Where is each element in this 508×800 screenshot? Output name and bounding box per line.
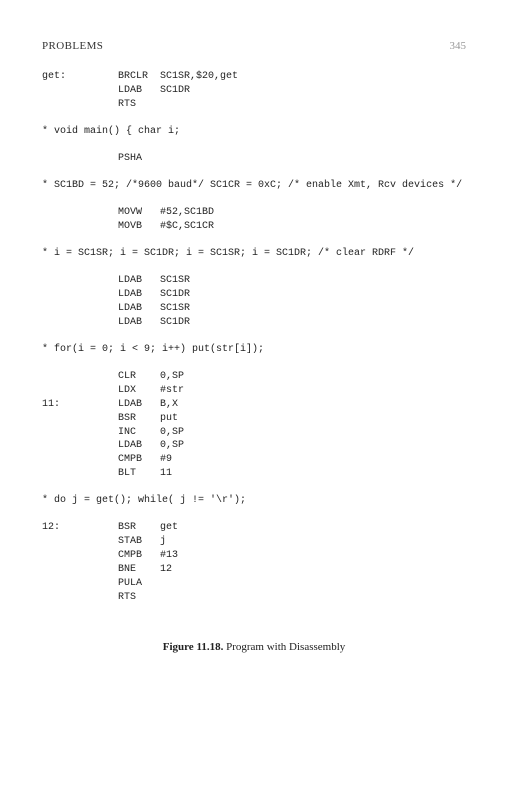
operand: #str [160, 384, 185, 396]
code-instruction-line [42, 439, 478, 453]
code-instruction-line [42, 549, 478, 563]
code-label: get: [42, 71, 67, 82]
comment-text: * for(i = 0; i < 9; i++) put(str[i]); [42, 343, 265, 355]
opcode: BNE [118, 564, 137, 576]
comment-text: * i = SC1SR; i = SC1DR; i = SC1SR; i = SC1DR; /* clear RDRF */ [42, 248, 415, 260]
code-instruction-line [42, 70, 478, 84]
code-instruction-line [42, 577, 478, 591]
comment-text: * void main() { char i; [42, 125, 181, 137]
operand: get [160, 522, 179, 534]
opcode: CMPB [118, 550, 143, 562]
opcode: LDAB [118, 275, 143, 287]
opcode: LDAB [118, 302, 143, 314]
code-instruction-line [42, 535, 478, 549]
blank-line [42, 357, 478, 370]
code-comment-line [42, 125, 478, 139]
page-header [42, 40, 466, 56]
code-instruction-line [42, 152, 478, 166]
code-instruction-line [42, 98, 478, 112]
operand: 11 [160, 468, 173, 480]
blank-line [42, 261, 478, 274]
code-instruction-line [42, 521, 478, 535]
code-instruction-line [42, 384, 478, 398]
operand: #9 [160, 454, 173, 466]
opcode: BRCLR [118, 71, 149, 82]
blank-line [42, 193, 478, 206]
opcode: RTS [118, 98, 137, 110]
code-instruction-line [42, 302, 478, 316]
operand: #13 [160, 550, 179, 562]
code-instruction-line [42, 84, 478, 98]
code-label: 12: [42, 522, 61, 534]
operand: 0,SP [160, 440, 185, 452]
comment-text: * SC1BD = 52; /*9600 baud*/ SC1CR = 0xC; /* enable Xmt, Rcv devices */ [42, 180, 463, 192]
opcode: BLT [118, 468, 137, 480]
blank-line [42, 481, 478, 494]
code-instruction-line [42, 206, 478, 220]
operand: 0,SP [160, 426, 185, 438]
code-comment-line [42, 343, 478, 357]
blank-line [42, 330, 478, 343]
opcode: BSR [118, 522, 137, 534]
opcode: RTS [118, 591, 137, 603]
opcode: BSR [118, 412, 137, 424]
figure-caption-text: Program with Disassembly [223, 641, 346, 653]
operand: SC1SR [160, 302, 191, 314]
opcode: LDAB [118, 440, 143, 452]
figure-caption [0, 641, 508, 653]
opcode: LDAB [118, 398, 143, 410]
opcode: LDX [118, 384, 137, 396]
blank-line [42, 234, 478, 247]
opcode: STAB [118, 536, 143, 548]
code-instruction-line [42, 412, 478, 426]
code-comment-line [42, 494, 478, 508]
running-header-title: PROBLEMS [42, 40, 104, 52]
opcode: LDAB [118, 84, 143, 96]
code-listing [42, 70, 478, 605]
blank-line [42, 508, 478, 521]
opcode: LDAB [118, 289, 143, 301]
code-instruction-line [42, 591, 478, 605]
operand: #52,SC1BD [160, 207, 215, 219]
blank-line [42, 112, 478, 125]
code-comment-line [42, 247, 478, 261]
operand: 12 [160, 564, 173, 576]
code-instruction-line [42, 467, 478, 481]
opcode: LDAB [118, 316, 143, 328]
operand: put [160, 412, 179, 424]
opcode: MOVB [118, 220, 143, 232]
opcode: PSHA [118, 152, 143, 164]
operand: SC1SR,$20,get [160, 71, 239, 82]
operand: SC1SR [160, 275, 191, 287]
operand: #$C,SC1CR [160, 220, 215, 232]
code-comment-line [42, 179, 478, 193]
code-instruction-line [42, 370, 478, 384]
opcode: MOVW [118, 207, 143, 219]
operand: SC1DR [160, 316, 191, 328]
code-instruction-line [42, 563, 478, 577]
opcode: CMPB [118, 454, 143, 466]
comment-text: * do j = get(); while( j != '\r'); [42, 495, 247, 507]
operand: j [160, 536, 167, 548]
operand: SC1DR [160, 84, 191, 96]
operand: B,X [160, 398, 179, 410]
opcode: PULA [118, 577, 143, 589]
code-instruction-line [42, 316, 478, 330]
blank-line [42, 139, 478, 152]
code-instruction-line [42, 426, 478, 440]
opcode: CLR [118, 370, 137, 382]
code-instruction-line [42, 398, 478, 412]
operand: SC1DR [160, 289, 191, 301]
code-instruction-line [42, 220, 478, 234]
blank-line [42, 166, 478, 179]
page-number: 345 [449, 40, 466, 52]
code-instruction-line [42, 274, 478, 288]
operand: 0,SP [160, 370, 185, 382]
code-instruction-line [42, 288, 478, 302]
code-label: 11: [42, 398, 61, 410]
figure-number: Figure 11.18. [162, 641, 224, 653]
code-instruction-line [42, 453, 478, 467]
opcode: INC [118, 426, 137, 438]
